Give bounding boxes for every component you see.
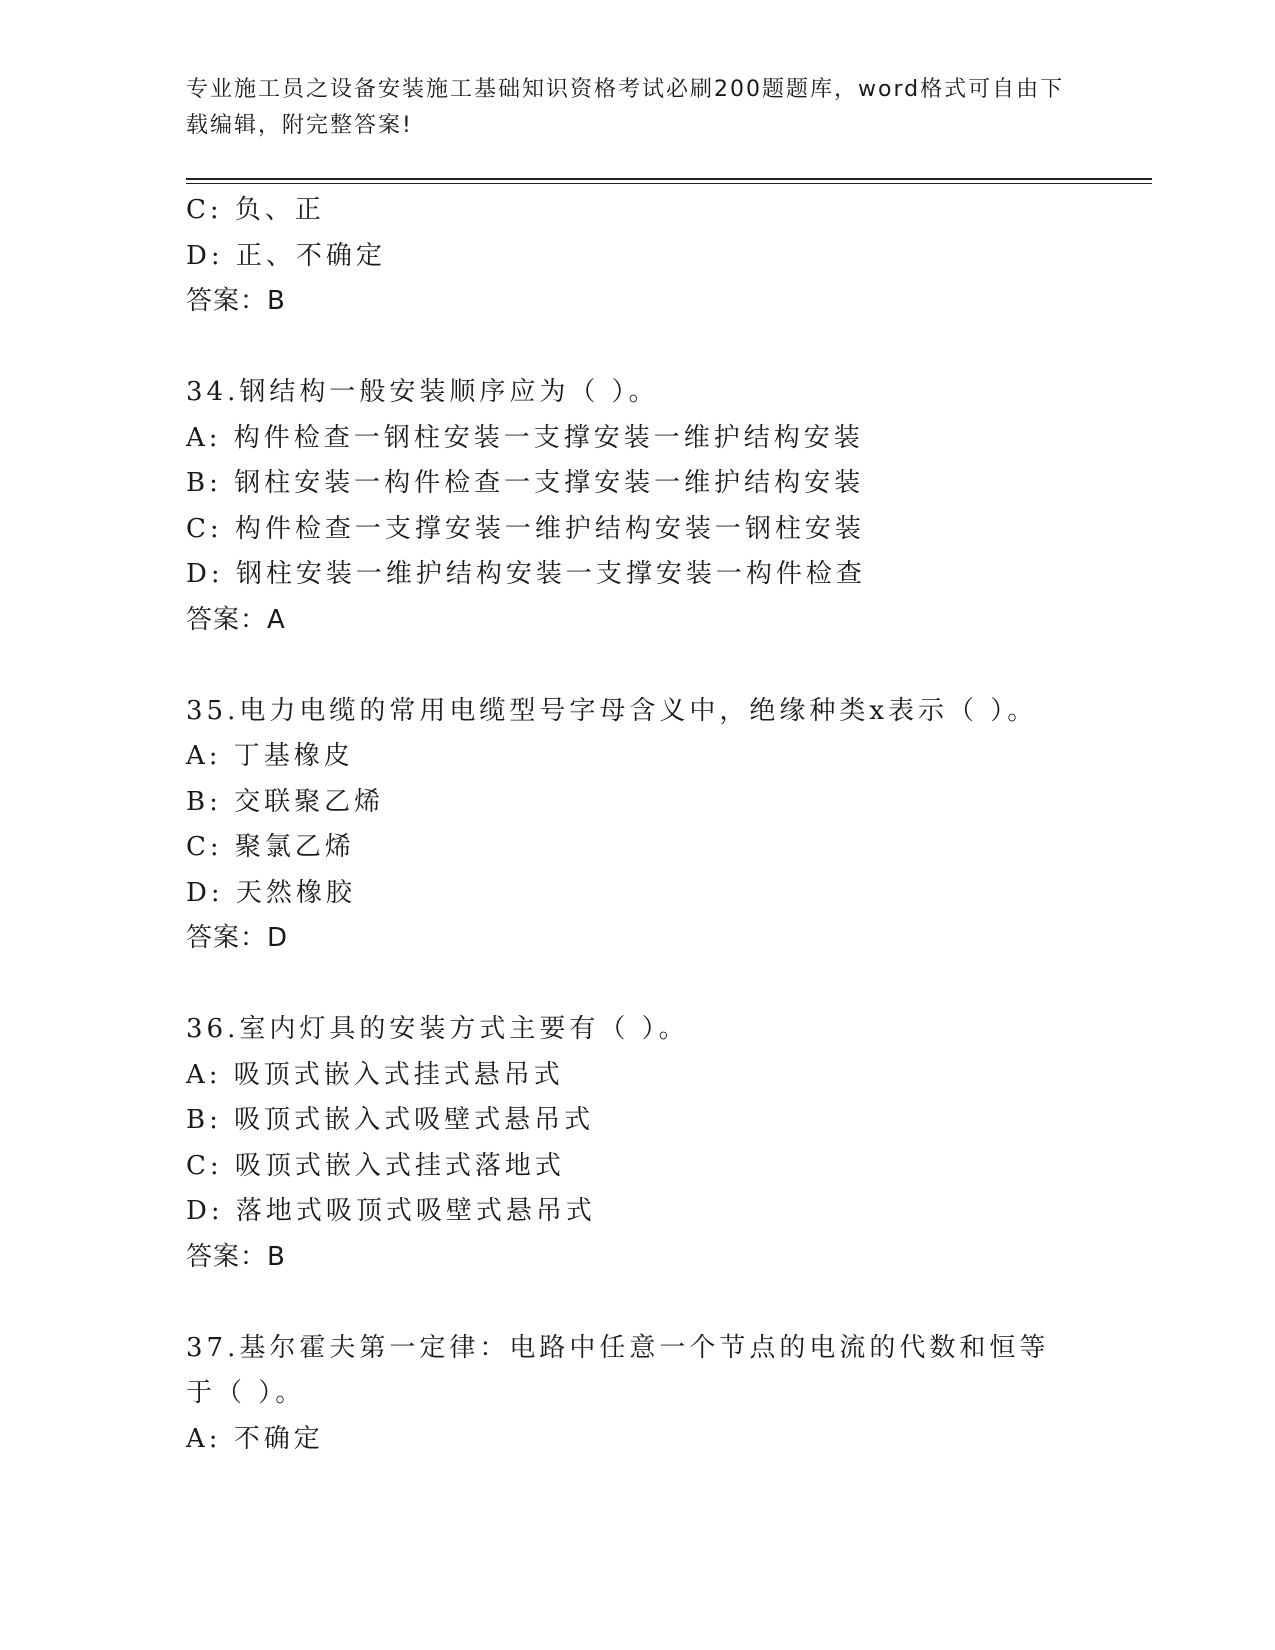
question-stem: 35.电力电缆的常用电缆型号字母含义中，绝缘种类x表示（ ）。 (186, 695, 1038, 726)
answer-line: 答案：A (186, 604, 286, 635)
option-line: B: 吸顶式嵌入式吸壁式悬吊式 (186, 1105, 595, 1135)
option-line: D: 天然橡胶 (186, 877, 356, 908)
option-line: D: 落地式吸顶式吸壁式悬吊式 (186, 1196, 596, 1226)
spacer (186, 643, 1086, 689)
spacer (186, 962, 1086, 1008)
option-line: C: 聚氯乙烯 (186, 832, 355, 862)
document-header: 专业施工员之设备安装施工基础知识资格考试必刷200题题库，word格式可自由下载编辑，附完整答案! (186, 77, 1065, 138)
option-line: A: 丁基橡皮 (186, 741, 354, 771)
header-rule-thick (186, 178, 1152, 180)
option-line: C: 构件检查一支撑安装一维护结构安装一钢柱安装 (186, 513, 865, 544)
option-line: C: 负、正 (186, 195, 325, 225)
question-content (186, 188, 1086, 1462)
option-line: D: 钢柱安装一维护结构安装一支撑安装一构件检查 (186, 559, 866, 589)
answer-line: 答案：B (186, 286, 286, 316)
option-line: C: 吸顶式嵌入式挂式落地式 (186, 1150, 565, 1181)
option-line: A: 不确定 (186, 1423, 324, 1454)
answer-line: 答案：B (186, 1241, 286, 1272)
option-line: A: 吸顶式嵌入式挂式悬吊式 (186, 1059, 564, 1090)
option-line: A: 构件检查一钢柱安装一支撑安装一维护结构安装 (186, 422, 864, 453)
question-stem: 37.基尔霍夫第一定律：电路中任意一个节点的电流的代数和恒等于（ ）。 (186, 1332, 1050, 1408)
question-stem: 34.钢结构一般安装顺序应为（ ）。 (186, 377, 659, 407)
spacer (186, 1280, 1086, 1326)
answer-line: 答案：D (186, 923, 289, 953)
option-line: B: 交联聚乙烯 (186, 786, 385, 817)
question-stem: 36.室内灯具的安装方式主要有（ ）。 (186, 1014, 689, 1044)
option-line: B: 钢柱安装一构件检查一支撑安装一维护结构安装 (186, 468, 865, 498)
spacer (186, 325, 1086, 371)
option-line: D: 正、不确定 (186, 240, 386, 271)
header-rule-thin (186, 183, 1152, 184)
